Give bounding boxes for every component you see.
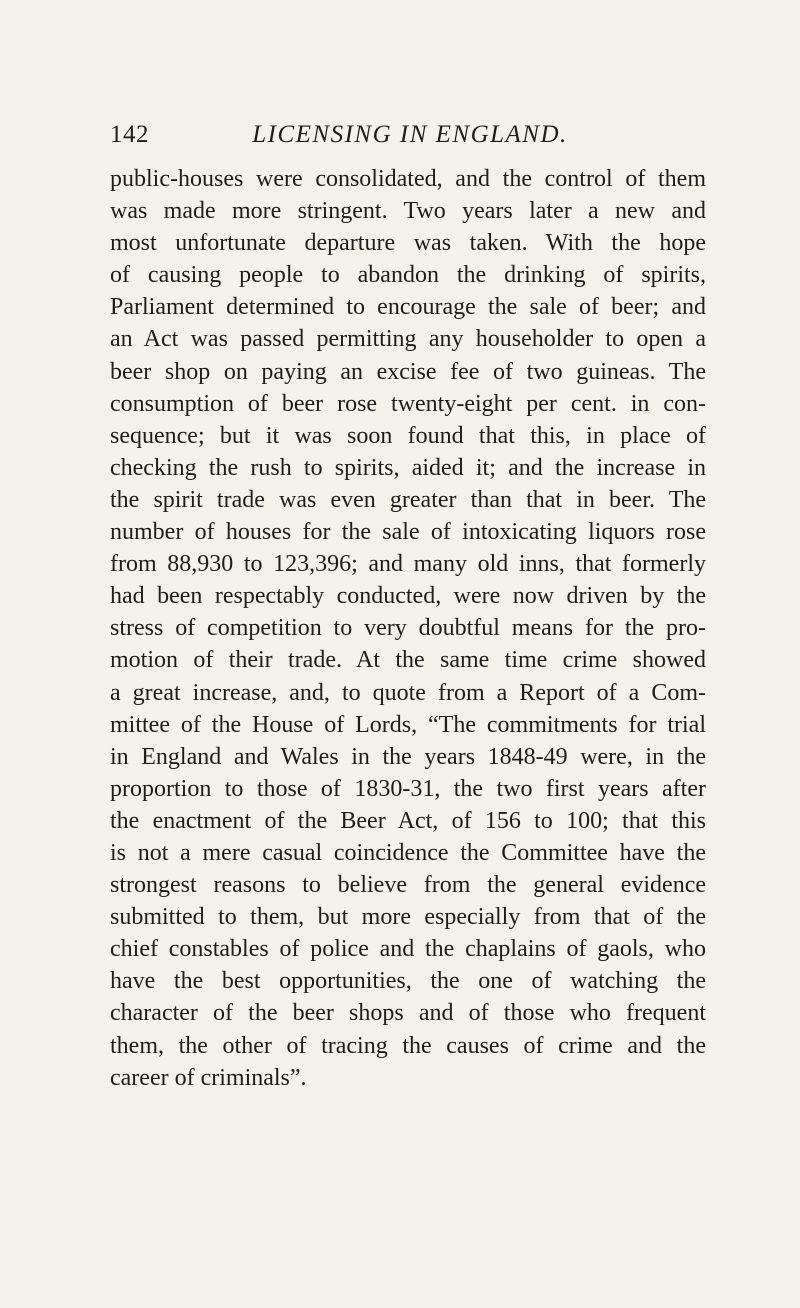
text-line: most unfortunate departure was taken. With the hope <box>110 230 706 257</box>
text-line: motion of their trade. At the same time crime showed <box>110 647 706 674</box>
text-line: checking the rush to spirits, aided it; and the increase in <box>110 454 706 481</box>
text-line: career of criminals”. <box>110 1064 307 1091</box>
text-line: Parliament determined to encourage the sale of beer; and <box>110 294 706 321</box>
body-text <box>110 163 706 1094</box>
text-line: from 88,930 to 123,396; and many old inns, that formerly <box>110 551 706 578</box>
text-line: consumption of beer rose twenty-eight per cent. in con- <box>110 390 706 417</box>
text-line: the enactment of the Beer Act, of 156 to 100; that this <box>110 807 706 834</box>
text-line: strongest reasons to believe from the general evidence <box>110 872 706 899</box>
text-line: an Act was passed permitting any householder to open a <box>110 326 706 353</box>
text-line: stress of competition to very doubtful means for the pro- <box>110 615 706 642</box>
text-line: in England and Wales in the years 1848-49 were, in the <box>110 743 706 770</box>
text-line: the spirit trade was even greater than that in beer. The <box>110 486 706 513</box>
text-line: proportion to those of 1830-31, the two first years after <box>110 775 706 802</box>
text-line: is not a mere casual coincidence the Committee have the <box>110 839 706 866</box>
text-line: mittee of the House of Lords, “The commitments for trial <box>110 711 706 738</box>
text-line: sequence; but it was soon found that this, in place of <box>110 422 706 449</box>
text-line: beer shop on paying an excise fee of two guineas. The <box>110 358 706 385</box>
text-line: submitted to them, but more especially from that of the <box>110 904 706 931</box>
text-line: character of the beer shops and of those who frequent <box>110 1000 706 1027</box>
running-title: LICENSING IN ENGLAND. <box>252 121 568 148</box>
text-line: chief constables of police and the chaplains of gaols, who <box>110 936 706 963</box>
text-line: a great increase, and, to quote from a Report of a Com- <box>110 679 706 706</box>
page-header <box>110 118 710 152</box>
text-line: was made more stringent. Two years later a new and <box>110 198 706 225</box>
text-line: have the best opportunities, the one of watching the <box>110 968 706 995</box>
page-number: 142 <box>110 121 149 148</box>
text-line: public-houses were consolidated, and the control of them <box>110 166 706 192</box>
text-line: them, the other of tracing the causes of crime and the <box>110 1032 706 1059</box>
text-line: number of houses for the sale of intoxicating liquors rose <box>110 519 706 546</box>
text-line: of causing people to abandon the drinking of spirits, <box>110 262 706 289</box>
text-line: had been respectably conducted, were now driven by the <box>110 583 706 610</box>
